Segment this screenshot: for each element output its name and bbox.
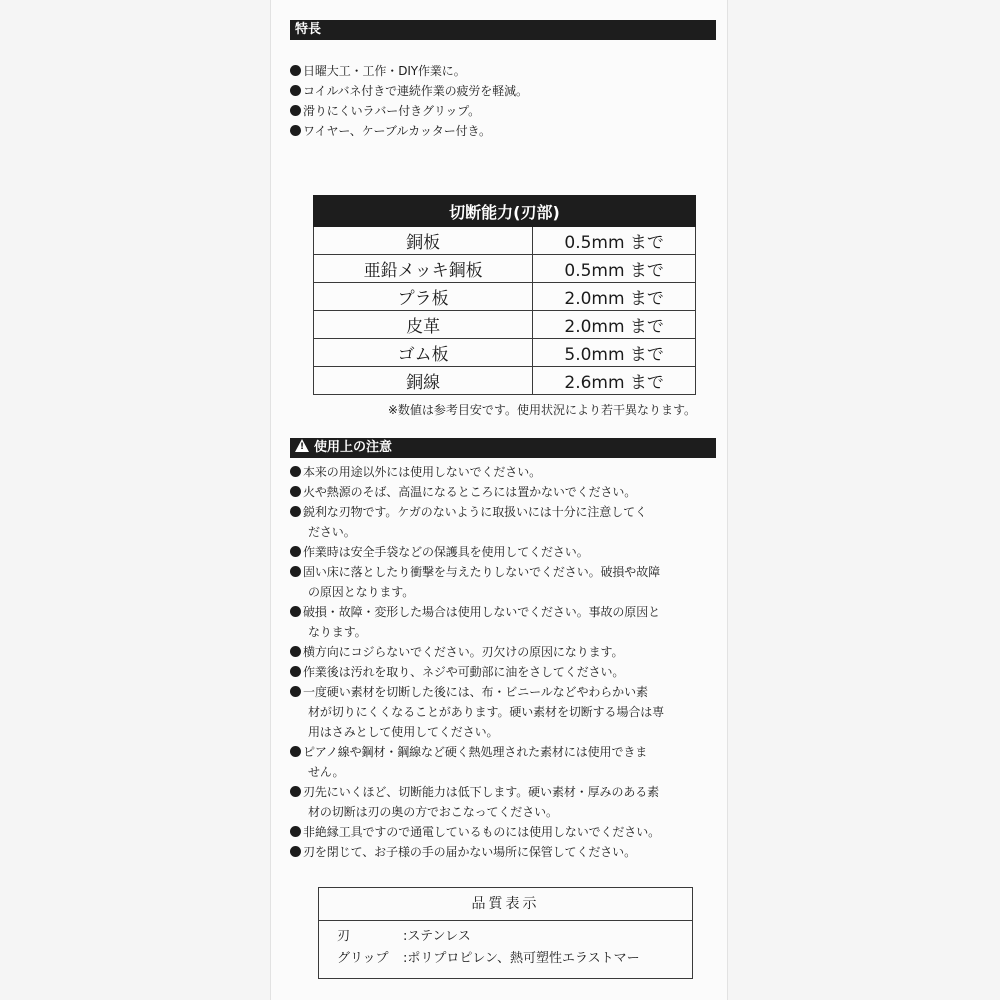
caution-item-continuation: ださい。	[308, 525, 356, 539]
table-row	[314, 255, 696, 283]
caution-item: 鋭利な刃物です。ケガのないように取扱いには十分に注意してく	[290, 502, 720, 522]
features-heading: 特長	[290, 20, 716, 40]
quality-title: 品質表示	[319, 888, 692, 921]
capacity-cell: 2.0mm まで	[533, 311, 696, 339]
quality-label-box	[318, 887, 693, 979]
caution-item: 刃先にいくほど、切断能力は低下します。硬い素材・厚みのある素	[290, 782, 720, 802]
caution-item-continuation: 用はさみとして使用してください。	[308, 725, 499, 739]
material-cell: ゴム板	[314, 339, 533, 367]
capacity-cell: 0.5mm まで	[533, 227, 696, 255]
bullet-icon	[290, 746, 301, 757]
bullet-icon	[290, 65, 301, 76]
caution-item: 作業後は汚れを取り、ネジや可動部に油をさしてください。	[290, 662, 720, 682]
bullet-icon	[290, 466, 301, 477]
bullet-icon	[290, 125, 301, 136]
quality-value: :ステンレス	[403, 929, 471, 944]
bullet-icon	[290, 546, 301, 557]
caution-item: 破損・故障・変形した場合は使用しないでください。事故の原因と	[290, 602, 720, 622]
bullet-icon	[290, 786, 301, 797]
table-row	[314, 367, 696, 395]
material-cell: 銅板	[314, 227, 533, 255]
feature-item: 滑りにくいラバー付きグリップ。	[290, 101, 720, 121]
bullet-icon	[290, 606, 301, 617]
caution-item-continuation: せん。	[308, 765, 345, 779]
capacity-cell: 0.5mm まで	[533, 255, 696, 283]
capacity-cell: 2.6mm まで	[533, 367, 696, 395]
table-row	[314, 283, 696, 311]
bullet-icon	[290, 846, 301, 857]
capacity-cell: 5.0mm まで	[533, 339, 696, 367]
caution-item: 非絶縁工具ですので通電しているものには使用しないでください。	[290, 822, 720, 842]
bullet-icon	[290, 486, 301, 497]
quality-row-grip	[319, 948, 692, 970]
bullet-icon	[290, 566, 301, 577]
bullet-icon	[290, 506, 301, 517]
table-row	[314, 227, 696, 255]
material-cell: プラ板	[314, 283, 533, 311]
caution-item: 本来の用途以外には使用しないでください。	[290, 462, 720, 482]
caution-item: 一度硬い素材を切断した後には、布・ビニールなどやわらかい素	[290, 682, 720, 702]
feature-item: コイルバネ付きで連続作業の疲労を軽減。	[290, 81, 720, 101]
feature-item: 日曜大工・工作・DIY作業に。	[290, 61, 720, 81]
quality-key: グリップ	[337, 951, 389, 966]
caution-item-continuation: なります。	[308, 625, 367, 639]
caution-item: ピアノ線や鋼材・鋼線など硬く熱処理された素材には使用できま	[290, 742, 720, 762]
features-list	[290, 61, 720, 141]
background-right	[726, 0, 1000, 1000]
bullet-icon	[290, 666, 301, 677]
material-cell: 銅線	[314, 367, 533, 395]
caution-item: 作業時は安全手袋などの保護具を使用してください。	[290, 542, 720, 562]
quality-value: :ポリプロピレン、熱可塑性エラストマー	[403, 951, 640, 966]
caution-item-continuation: の原因となります。	[308, 585, 415, 599]
table-row	[314, 311, 696, 339]
warning-icon: !	[295, 439, 309, 452]
bullet-icon	[290, 105, 301, 116]
bullet-icon	[290, 686, 301, 697]
bullet-icon	[290, 85, 301, 96]
caution-item: 横方向にコジらないでください。刃欠けの原因になります。	[290, 642, 720, 662]
cutting-capacity-table	[313, 195, 696, 395]
capacity-note: ※数値は参考目安です。使用状況により若干異なります。	[387, 403, 696, 417]
quality-key: 刃	[337, 929, 351, 944]
cutting-table-header: 切断能力(刃部)	[314, 196, 696, 227]
quality-row-blade	[319, 926, 692, 948]
cautions-heading-bar	[290, 438, 716, 458]
caution-item-continuation: 材が切りにくくなることがあります。硬い素材を切断する場合は専	[308, 705, 665, 719]
cautions-list	[290, 462, 720, 862]
table-row	[314, 339, 696, 367]
bullet-icon	[290, 826, 301, 837]
bullet-icon	[290, 646, 301, 657]
cautions-heading: 使用上の注意	[314, 440, 393, 455]
caution-item: 刃を閉じて、お子様の手の届かない場所に保管してください。	[290, 842, 720, 862]
material-cell: 皮革	[314, 311, 533, 339]
feature-item: ワイヤー、ケーブルカッター付き。	[290, 121, 720, 141]
background-left	[0, 0, 270, 1000]
caution-item: 火や熱源のそば、高温になるところには置かないでください。	[290, 482, 720, 502]
material-cell: 亜鉛メッキ鋼板	[314, 255, 533, 283]
capacity-cell: 2.0mm まで	[533, 283, 696, 311]
caution-item-continuation: 材の切断は刃の奥の方でおこなってください。	[308, 805, 558, 819]
caution-item: 固い床に落としたり衝撃を与えたりしないでください。破損や故障	[290, 562, 720, 582]
